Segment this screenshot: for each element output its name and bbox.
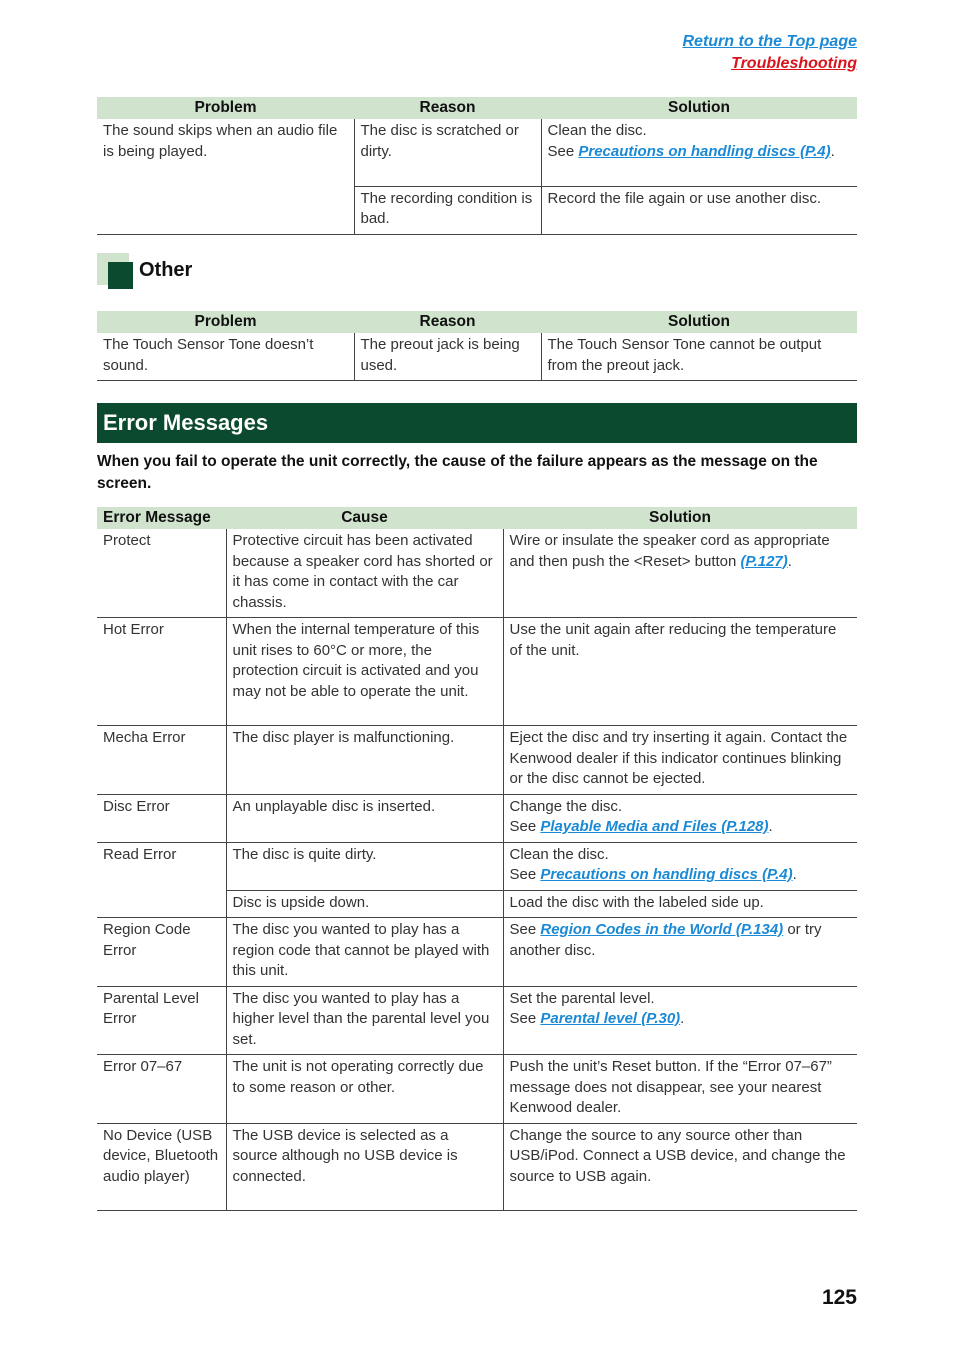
other-problem-table — [97, 311, 857, 381]
error-cause: Disc is upside down. — [226, 890, 503, 918]
error-solution: Push the unit’s Reset button. If the “Error 07–67” message does not disappear, see your nearest Kenwood dealer. — [503, 1055, 857, 1124]
return-to-top-link[interactable]: Return to the Top page — [682, 33, 857, 50]
error-name: Hot Error — [97, 618, 226, 726]
solution-cell: Clean the disc. See Precautions on handling discs (P.4). — [541, 119, 857, 186]
error-cause: The disc is quite dirty. — [226, 842, 503, 890]
error-cause: Protective circuit has been activated because a speaker cord has shorted or it has come in contact with the car chassis. — [226, 529, 503, 618]
error-solution: See Region Codes in the World (P.134) or try another disc. — [503, 918, 857, 987]
error-intro-text: When you fail to operate the unit correctly, the cause of the failure appears as the message on the screen. — [97, 453, 818, 492]
problem-cell: The Touch Sensor Tone doesn’t sound. — [97, 333, 354, 381]
error-solution: Load the disc with the labeled side up. — [503, 890, 857, 918]
error-name: Mecha Error — [97, 726, 226, 795]
header-solution: Solution — [541, 311, 857, 333]
error-name: No Device (USB device, Bluetooth audio player) — [97, 1123, 226, 1210]
solution-cell: Record the file again or use another disc. — [541, 186, 857, 234]
problem-cell: The sound skips when an audio file is being played. — [97, 119, 354, 234]
error-solution: Set the parental level. See Parental level (P.30). — [503, 986, 857, 1055]
error-cause: The unit is not operating correctly due to some reason or other. — [226, 1055, 503, 1124]
error-cause: When the internal temperature of this unit rises to 60°C or more, the protection circuit is activated and you may not be able to operate the unit. — [226, 618, 503, 726]
header-error-message: Error Message — [97, 507, 226, 529]
error-name: Disc Error — [97, 794, 226, 842]
table-row — [97, 726, 857, 795]
header-reason: Reason — [354, 311, 541, 333]
error-name: Parental Level Error — [97, 986, 226, 1055]
other-heading-text: Other — [139, 259, 193, 281]
top-navigation — [682, 31, 857, 75]
header-reason: Reason — [354, 97, 541, 119]
error-cause: The disc you wanted to play has a higher level than the parental level you set. — [226, 986, 503, 1055]
reason-cell: The recording condition is bad. — [354, 186, 541, 234]
solution-cell: The Touch Sensor Tone cannot be output from the preout jack. — [541, 333, 857, 381]
error-cause: The disc you wanted to play has a region code that cannot be played with this unit. — [226, 918, 503, 987]
header-problem: Problem — [97, 97, 354, 119]
error-messages-table — [97, 507, 857, 1211]
error-solution: Clean the disc. See Precautions on handling discs (P.4). — [503, 842, 857, 890]
table-row — [97, 794, 857, 842]
error-cause: The USB device is selected as a source although no USB device is connected. — [226, 1123, 503, 1210]
table-row — [97, 842, 857, 890]
reason-cell: The disc is scratched or dirty. — [354, 119, 541, 186]
table-row — [97, 529, 857, 618]
table-row — [97, 918, 857, 987]
error-messages-banner — [97, 403, 857, 443]
parental-level-link[interactable]: Parental level (P.30) — [540, 1010, 681, 1027]
error-messages-title: Error Messages — [103, 410, 269, 435]
error-name: Protect — [97, 529, 226, 618]
table-row — [97, 986, 857, 1055]
table-row — [97, 1055, 857, 1124]
error-solution: Eject the disc and try inserting it again. Contact the Kenwood dealer if this indicator continues blinking or the disc cannot be ejected. — [503, 726, 857, 795]
error-solution: Use the unit again after reducing the temperature of the unit. — [503, 618, 857, 726]
precautions-link[interactable]: Precautions on handling discs (P.4) — [578, 142, 831, 160]
error-name: Region Code Error — [97, 918, 226, 987]
error-cause: An unplayable disc is inserted. — [226, 794, 503, 842]
section-marker-dark — [108, 262, 133, 289]
reason-cell: The preout jack is being used. — [354, 333, 541, 381]
table-row — [97, 618, 857, 726]
sound-problem-table — [97, 97, 857, 235]
header-solution: Solution — [541, 97, 857, 119]
error-solution: Change the disc. See Playable Media and Files (P.128). — [503, 794, 857, 842]
error-name: Error 07–67 — [97, 1055, 226, 1124]
troubleshooting-link[interactable]: Troubleshooting — [731, 55, 857, 72]
error-cause: The disc player is malfunctioning. — [226, 726, 503, 795]
playable-media-link[interactable]: Playable Media and Files (P.128) — [540, 818, 769, 835]
reset-page-link[interactable]: (P.127) — [740, 552, 788, 570]
page-number: 125 — [821, 1286, 857, 1309]
error-name: Read Error — [97, 842, 226, 918]
table-row — [97, 1123, 857, 1210]
header-cause: Cause — [226, 507, 503, 529]
region-codes-link[interactable]: Region Codes in the World (P.134) — [540, 921, 784, 938]
header-problem: Problem — [97, 311, 354, 333]
header-solution: Solution — [503, 507, 857, 529]
error-solution: Change the source to any source other than USB/iPod. Connect a USB device, and change the source to USB again. — [503, 1123, 857, 1210]
precautions-link[interactable]: Precautions on handling discs (P.4) — [540, 866, 793, 883]
error-solution: Wire or insulate the speaker cord as appropriate and then push the <Reset> button (P.127). — [503, 529, 857, 618]
